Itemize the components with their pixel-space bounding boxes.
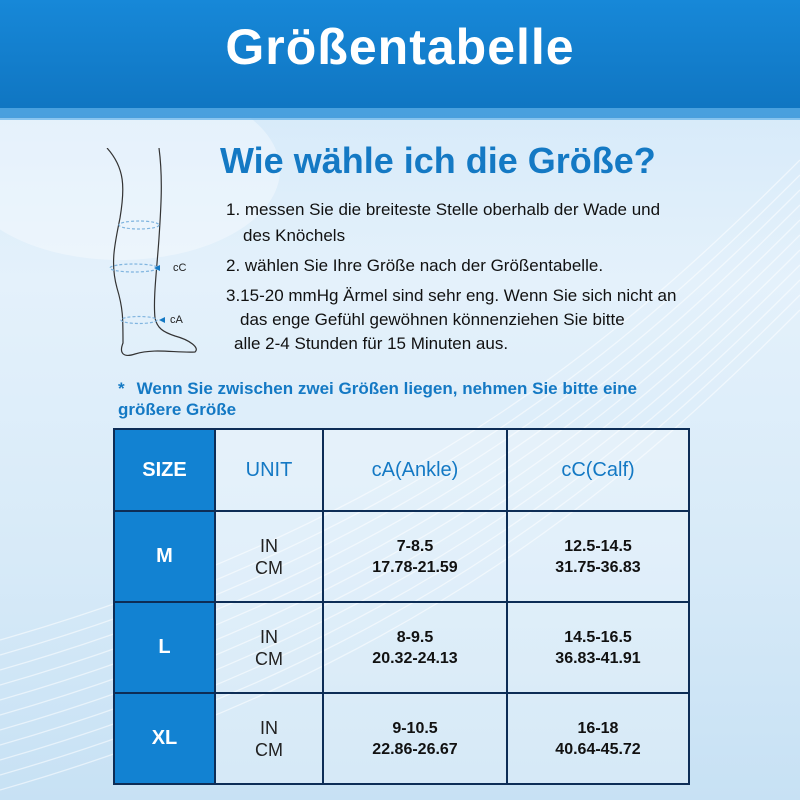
size-cell: M xyxy=(114,511,215,602)
calf-in: 14.5-16.5 xyxy=(564,628,632,646)
header-calf: cC(Calf) xyxy=(507,429,689,511)
header-ankle: cA(Ankle) xyxy=(323,429,507,511)
unit-cm: CM xyxy=(255,557,283,578)
ankle-cell xyxy=(323,602,507,693)
note-line-1: Wenn Sie zwischen zwei Größen liegen, nehmen Sie bitte eine xyxy=(136,379,637,398)
ankle-in: 8-9.5 xyxy=(396,628,434,646)
unit-cell xyxy=(215,511,323,602)
size-note xyxy=(118,378,688,420)
table-row xyxy=(114,511,689,602)
header-unit: UNIT xyxy=(215,429,323,511)
table-row xyxy=(114,693,689,784)
ankle-in: 7-8.5 xyxy=(396,537,434,555)
guide-heading: Wie wähle ich die Größe? xyxy=(220,140,656,181)
calf-label: cC xyxy=(173,262,187,274)
calf-in: 16-18 xyxy=(577,719,619,737)
step-3-line-2: das enge Gefühl gewöhnen könnenziehen Sie bitte xyxy=(240,310,625,329)
calf-cell xyxy=(507,693,689,784)
size-table xyxy=(113,428,690,785)
page-title: Größentabelle xyxy=(225,19,575,75)
table-row xyxy=(114,602,689,693)
table-header-row xyxy=(114,429,689,511)
unit-cell xyxy=(215,602,323,693)
calf-cell xyxy=(507,511,689,602)
calf-in: 12.5-14.5 xyxy=(564,537,632,555)
unit-cell xyxy=(215,693,323,784)
header-accent-bar xyxy=(0,108,800,120)
ankle-cell xyxy=(323,693,507,784)
step-1-line-1: 1. messen Sie die breiteste Stelle oberhalb der Wade und xyxy=(226,200,661,219)
unit-cm: CM xyxy=(255,739,283,760)
step-1-line-2: des Knöchels xyxy=(243,226,346,245)
calf-cm: 31.75-36.83 xyxy=(555,558,641,576)
ankle-cm: 22.86-26.67 xyxy=(372,740,458,758)
ankle-label: cA xyxy=(170,314,183,326)
size-cell: L xyxy=(114,602,215,693)
ankle-cell xyxy=(323,511,507,602)
step-3-line-1: 3.15-20 mmHg Ärmel sind sehr eng. Wenn Sie sich nicht an xyxy=(226,286,677,305)
leg-illustration xyxy=(95,148,215,368)
unit-in: IN xyxy=(260,626,278,647)
size-cell: XL xyxy=(114,693,215,784)
note-star: * xyxy=(118,379,125,398)
ankle-in: 9-10.5 xyxy=(392,719,438,737)
ankle-cm: 17.78-21.59 xyxy=(372,558,458,576)
calf-cell xyxy=(507,602,689,693)
ankle-cm: 20.32-24.13 xyxy=(372,649,458,667)
unit-in: IN xyxy=(260,717,278,738)
unit-in: IN xyxy=(260,535,278,556)
calf-cm: 36.83-41.91 xyxy=(555,649,641,667)
note-line-2: größere Größe xyxy=(118,400,237,419)
step-3-line-3: alle 2-4 Stunden für 15 Minuten aus. xyxy=(234,334,509,353)
step-2: 2. wählen Sie Ihre Größe nach der Größentabelle. xyxy=(226,256,604,275)
calf-cm: 40.64-45.72 xyxy=(555,740,641,758)
header-size: SIZE xyxy=(114,429,215,511)
unit-cm: CM xyxy=(255,648,283,669)
